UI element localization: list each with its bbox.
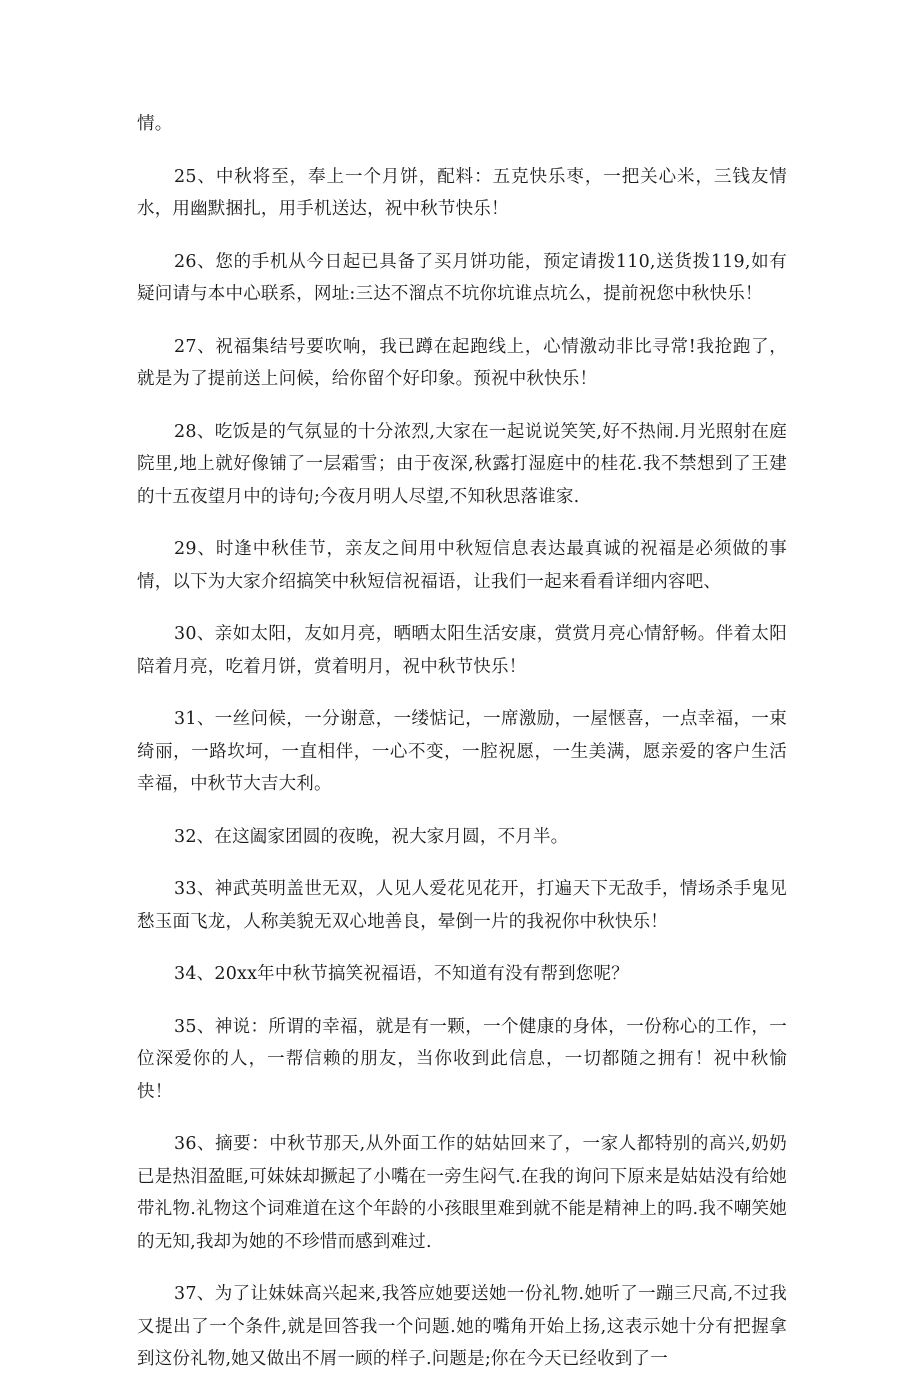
paragraph-34: 34、20xx年中秋节搞笑祝福语，不知道有没有帮到您呢？ [174,964,629,984]
paragraph-31: 31、一丝问候，一分谢意，一缕惦记，一席激励，一屋惬喜，一点幸福，一束绮丽，一路坎坷，一直相伴，一心不变，一腔祝愿，一生美满，愿亲爱的客户生活幸福，中秋节大吉大利。 [137,709,787,794]
paragraph-26: 26、您的手机从今日起已具备了买月饼功能，预定请拨110,送货拨119,如有疑问请与本中心联系，网址:三达不溜点不坑你坑谁点坑么，提前祝您中秋快乐！ [137,251,787,304]
document-body [137,108,787,1396]
paragraph-continuation: 情。 [137,114,173,134]
paragraph-32: 32、在这阖家团圆的夜晚，祝大家月圆，不月半。 [174,826,569,847]
paragraph-30: 30、亲如太阳，友如月亮，晒晒太阳生活安康，赏赏月亮心情舒畅。伴着太阳陪着月亮，吃着月饼，赏着明月，祝中秋节快乐！ [137,624,787,677]
paragraph-28: 28、吃饭是的气氛显的十分浓烈,大家在一起说说笑笑,好不热闹.月光照射在庭院里,地上就好像铺了一层霜雪；由于夜深,秋露打湿庭中的桂花.我不禁想到了王建的十五夜望月中的诗句;今夜月明人尽望,不知秋思落谁家. [137,421,787,507]
paragraph-35: 35、神说：所谓的幸福，就是有一颗，一个健康的身体，一份称心的工作，一位深爱你的人，一帮信赖的朋友，当你收到此信息，一切都随之拥有！祝中秋愉快！ [137,1016,787,1102]
paragraph-25: 25、中秋将至，奉上一个月饼，配料：五克快乐枣，一把关心米，三钱友情水，用幽默捆扎，用手机送达，祝中秋节快乐！ [137,166,787,219]
paragraph-37: 37、为了让妹妹高兴起来,我答应她要送她一份礼物.她听了一蹦三尺高,不过我又提出了一个条件,就是回答我一个问题.她的嘴角开始上扬,这表示她十分有把握拿到这份礼物,她又做出不屑一顾的样子.问题是;你在今天已经收到了一 [137,1284,787,1369]
paragraph-36: 36、摘要：中秋节那天,从外面工作的姑姑回来了，一家人都特别的高兴,奶奶已是热泪盈眶,可妹妹却撅起了小嘴在一旁生闷气.在我的询问下原来是姑姑没有给她带礼物.礼物这个词难道在这个年龄的小孩眼里难到就不能是精神上的吗.我不嘲笑她的无知,我却为她的不珍惜而感到难过. [137,1134,787,1252]
paragraph-27: 27、祝福集结号要吹响，我已蹲在起跑线上，心情激动非比寻常!我抢跑了，就是为了提前送上问候，给你留个好印象。预祝中秋快乐！ [137,336,787,389]
paragraph-29: 29、时逢中秋佳节，亲友之间用中秋短信息表达最真诚的祝福是必须做的事情，以下为大家介绍搞笑中秋短信祝福语，让我们一起来看看详细内容吧、 [137,539,787,592]
paragraph-33: 33、神武英明盖世无双，人见人爱花见花开，打遍天下无敌手，情场杀手鬼见愁玉面飞龙，人称美貌无双心地善良，晕倒一片的我祝你中秋快乐！ [137,879,787,932]
